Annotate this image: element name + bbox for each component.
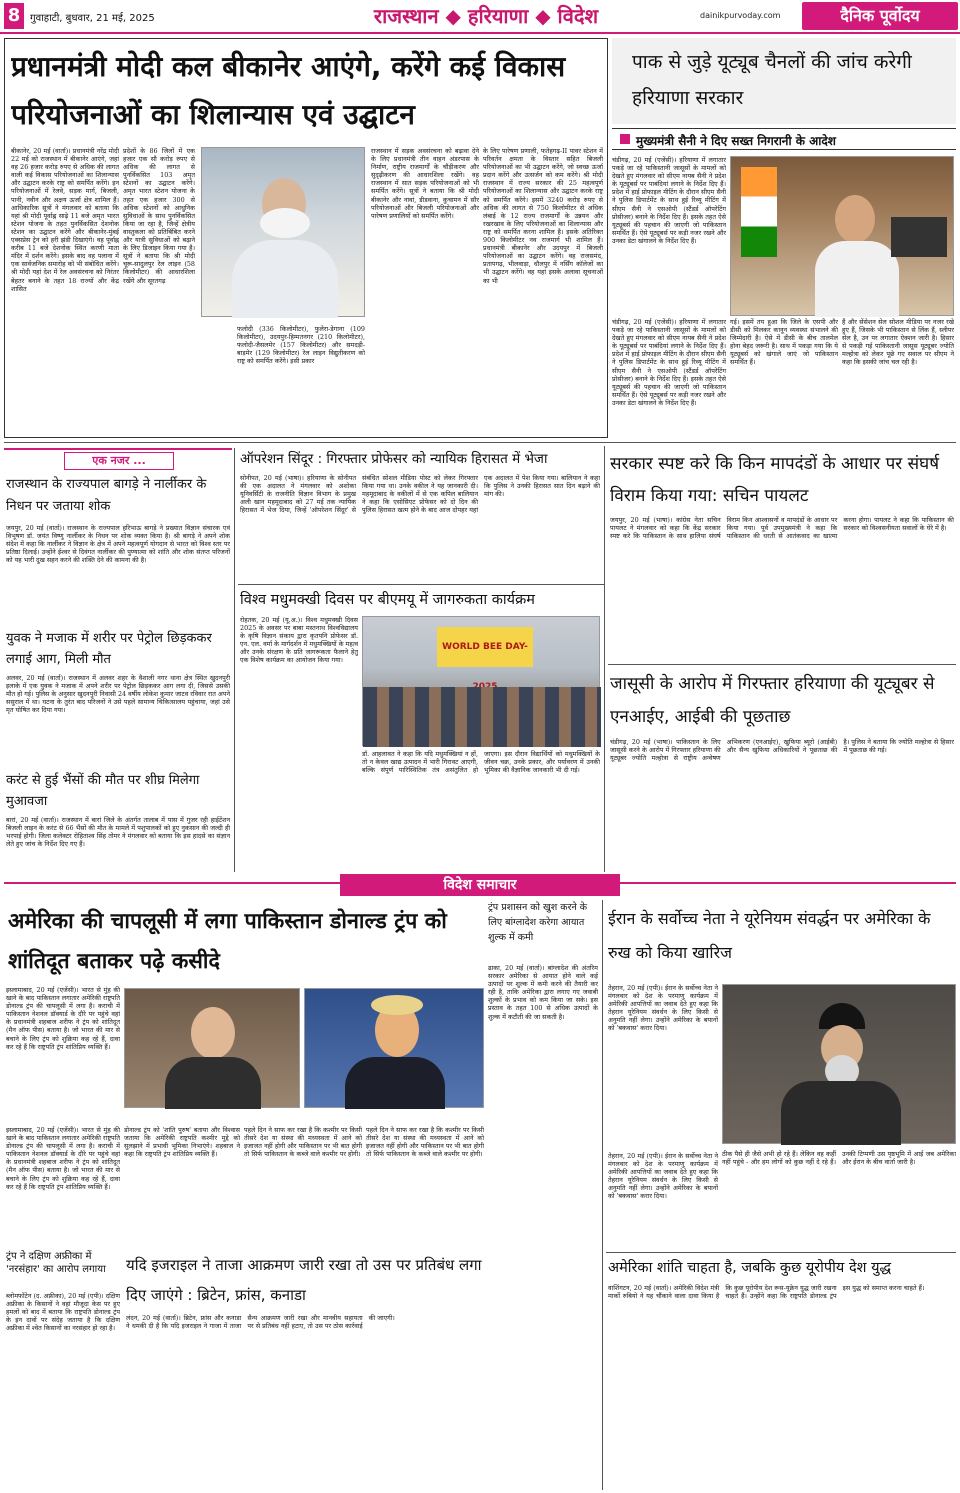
article-text: जयपुर, 20 मई (भाषा)। कांग्रेस नेता सचिन पायलट ने मंगलवार को कहा कि केंद्र सरकार स्पष्ट करे कि पाकिस्तान के साथ हालिया संघर्ष विराम किन आश्वासनों व मापदंडों के आधार पर किया गया। पूर्व उपमुख्यमंत्री ने कहा कि पाकिस्तान की धरती से आतंकवाद का खात्मा करना होगा। पायलट ने कहा कि पाकिस्तान की सरकार को विश्वसनीयता सवालों के घेरे में है। (610, 516, 954, 541)
article-column: बीकानेर, 20 मई (वार्ता)। प्रधानमंत्री नरेंद्र मोदी 22 मई को राजस्थान में बीकानेर आएंगे, जहां वह 26 हजार करोड़ रुपए से अधिक की लागत वाली कई विकास परियोजनाओं का शिलान्यास और उद्घाटन करके राष्ट्र को समर्पित करेंगे। इन परियोजनाओं में रेलवे, सड़क मार्ग, बिजली, पानी, नवीन और अक्षय ऊर्जा क्षेत्र शामिल हैं। आधिकारिक सूत्रों ने मंगलवार को बताया कि यहां श्री मोदी पूर्वाह्न साढ़े 11 बजे अमृत भारत स्टेशन योजना के तहत पुनर्विकसित देशनोक स्टेशन का उद्घाटन करेंगे और बीकानेर-मुंबई एक्सप्रेस ट्रेन को हरी झंडी दिखाएंगे। वह पूर्वाह्न करीब 11 बजे देशनोक स्थित करणी माता मंदिर में दर्शन करेंगे। इसके बाद वह पलाना में एक सार्वजनिक समारोह को भी संबोधित करेंगे। श्री मोदी यहां देश में रेल अवसंरचना को निरंतर बेहतर बनाने के तहत 18 राज्यों और केंद्र शासित (11, 147, 119, 293)
story-spy-youtuber (608, 666, 956, 872)
brief-text: बारां, 20 मई (वार्ता)। राजस्थान में बारां जिले के अंतर्गत तालाब में पास में गुजर रही हाईटेंशन बिजली लाइन के करंट से 66 भैंसों की मौत के मामले में पशुपालकों को हुए नुकसान की जल्दी ही भरपाई होगी। जिला कलेक्टर रोहिताश्व सिंह तोमर ने मंगलवार को बताया कि इस हादसे का संज्ञान लेते हुए जांच के निर्देश दिए गए हैं। (6, 816, 230, 849)
article-text: तेहरान, 20 मई (एपी)। ईरान के सर्वोच्च नेता ने मंगलवार को देश के परमाणु कार्यक्रम में अमेरिकी आपत्तियों का जवाब देते हुए कहा कि तेहरान यूरेनियम संवर्धन के लिए किसी से अनुमति नहीं लेगा। उन्होंने अमेरिका के बयानों को 'बकवास' करार दिया। (608, 1152, 718, 1201)
headline: युवक ने मजाक में शरीर पर पेट्रोल छिड़ककर लगाई आग, मिली मौत (6, 631, 212, 667)
headline: ट्रंप ने दक्षिण अफ्रीका में 'नरसंहार' का आरोप लगाया (6, 1251, 106, 1275)
article-column: के लिए पारेषण प्रणाली, फतेहगढ़-II पावर स्टेशन में परिवर्तन क्षमता के विस्तार सहित बिजली परियोजनाओं का भी उद्घाटन करेंगे, जो स्वच्छ ऊर्जा प्रदान करेंगे और उत्सर्जन को कम करेंगे। श्री मोदी राजस्थान में राज्य सरकार की 25 महत्वपूर्ण परियोजनाओं का शिलान्यास और उद्घाटन करके राष्ट्र को समर्पित करेंगे। इसमें 3240 करोड़ रुपए से अधिक की लागत से 750 किलोमीटर से अधिक लंबाई के 12 राज्य राजमार्गों के उन्नयन और रखरखाव के लिए परियोजनाओं का शिलान्यास और राष्ट्र को समर्पित करना शामिल है। इसके अतिरिक्त 900 किलोमीटर नव राजमार्ग भी शामिल हैं। प्रधानमंत्री बीकानेर और उदयपुर में बिजली परियोजनाओं का उद्घाटन करेंगे। वह राजसमंद, प्रतापगढ़, भीलवाड़ा, धौलपुर में नर्सिंग कॉलेजों का भी उद्घाटन करेंगे। वह यहां इसके अलावा सूचनाओं का भी (483, 147, 603, 285)
story-bee-day (238, 586, 602, 872)
story-israel-sanctions (122, 1250, 484, 1490)
ek-najar-column (4, 448, 232, 872)
article-text: ब्लोमफोंटेन (द. अफ्रीका), 20 मई (एपी)। दक्षिण अफ्रीका के किसानों ने वहां मौजूदा केस पर हुए हमलों को बाद में बताया कि राष्ट्रपति डोनाल्ड ट्रंप के इन दावों पर संदेह जताया है कि दक्षिण अफ्रीका में श्वेत किसानों का नरसंहार हो रहा है। (6, 1292, 120, 1333)
article-text: तेहरान, 20 मई (एपी)। ईरान के सर्वोच्च नेता ने मंगलवार को देश के परमाणु कार्यक्रम में अमेरिकी आपत्तियों का जवाब देते हुए कहा कि तेहरान यूरेनियम संवर्धन के लिए किसी से अनुमति नहीं लेगा। उन्होंने अमेरिका के बयानों को 'बकवास' करार दिया। (608, 984, 718, 1033)
story-modi (4, 38, 608, 438)
story-pak-trump (4, 900, 484, 1126)
story-south-africa (4, 1250, 120, 1490)
section-title: राजस्थान ◆ हरियाणा ◆ विदेश (373, 4, 599, 28)
headline: अमेरिका की चापलूसी में लगा पाकिस्तान डोनाल्ड ट्रंप को शांतिदूत बताकर पढ़े कसीदे (8, 909, 447, 974)
headline: राजस्थान के राज्यपाल बागड़े ने नार्लीकर के निधन पर जताया शोक (6, 477, 207, 514)
masthead-logo: दैनिक पूर्वोदय (802, 2, 958, 30)
article-column: प्रदेशों के 86 जिलों में एक हजार एक सौ करोड़ रुपए से अधिक की लागत से पुनर्विकसित 103 अमृत स्टेशनों का उद्घाटन करेंगे। अमृत भारत स्टेशन योजना के तहत एक हजार 300 से अधिक स्टेशनों को आधुनिक सुविधाओं के साथ पुनर्विकसित किया जा रहा है, जिन्हें क्षेत्रीय वास्तुकला को प्रतिबिंबित करने और यात्री सुविधाओं को बढ़ाने के लिए डिजाइन किया गया है। सूत्रों ने बताया कि श्री मोदी चूरू-सादुलपुर रेल लाइन (58 किलोमीटर) की आधारशिला रखेंगे और सूरतगढ़ (123, 147, 195, 285)
article-text: पहले दिन ने साफ कर रखा है कि कश्मीर पर किसी तीसरे देश या संस्था की मध्यस्थता में आने को इजाजत नहीं होगी और पाकिस्तान पर भी बात होगी तो सिर्फ पाकिस्तान के कब्जे वाले कश्मीर पर होगी। (244, 1126, 362, 1159)
headline: सरकार स्पष्ट करे कि किन मापदंडों के आधार पर संघर्ष विराम किया गया: सचिन पायलट (610, 454, 940, 506)
square-bullet-icon (620, 134, 630, 144)
subheadline: मुख्यमंत्री सैनी ने दिए सख्त निगरानी के आदेश (636, 134, 836, 148)
story-sindoor (238, 446, 602, 582)
headline: ट्रंप प्रशासन को खुश करने के लिए बांग्लादेश करेगा आयात शुल्क में कमी (488, 902, 588, 943)
page-number: 8 (4, 3, 24, 29)
article-column: चंडीगढ़, 20 मई (एजेंसी)। हरियाणा में लगातार पकड़े जा रहे पाकिस्तानी जासूसों के मामलों को देखते हुए मंगलवार को सीएम नायब सैनी ने प्रदेश के यूट्यूबर्स पर पाबंदियां लगाने के निर्देश दिए हैं। प्रदेश में हाई प्रोफाइल मीटिंग के दौरान सीएम सैनी ने पुलिस डिपार्टमेंट के साथ हुई रिव्यू मीटिंग में सीएम सैनी ने एसओपी (स्टैंडर्ड ऑपरेटिंग प्रोसीजर) बनाने के निर्देश दिए हैं। इसके तहत ऐसे यूट्यूबर्स की पहचान की जाएगी जो पाकिस्तान समर्थित हैं। ऐसे यूट्यूबर्स पर कड़ी नजर रखने और उनका डेटा खंगालने के निर्देश दिए हैं। (612, 156, 726, 245)
article-text: ढाका, 20 मई (वार्ता)। बांग्लादेश की अंतरिम सरकार अमेरिका से आयात होने वाले कई उत्पादों पर शुल्क में कमी करने की तैयारी कर रही है, ताकि अमेरिका द्वारा लगाए गए जवाबी शुल्कों के प्रभाव को कम किया जा सके। इस प्रस्ताव के तहत 100 से अधिक उत्पादों के शुल्क में कटौती की जा सकती है। (488, 964, 598, 1021)
article-text: इस्लामाबाद, 20 मई (एजेंसी)। भारत से मुंह की खाने के बाद पाकिस्तान लगातार अमेरिकी राष्ट्रपति डोनाल्ड ट्रंप की चापलूसी में लगा है। कराची में पाकिस्तान नेशनल डॉक्यार्ड के दौरे पर पहुंचे वहां के प्रधानमंत्री शहबाज शरीफ ने ट्रंप को शांतिदूत (मैन ऑफ पीस) बताया है। जो भारत की मार से बचाने के लिए ट्रंप को शुक्रिया कह रहे हैं, दावा कर रहे हैं कि राष्ट्रपति ट्रंप शांतिप्रिय व्यक्ति हैं। (6, 986, 120, 1051)
headline: प्रधानमंत्री मोदी कल बीकानेर आएंगे, करेंगे कई विकास परियोजनाओं का शिलान्यास एवं उद्घाटन (11, 50, 566, 131)
website-url[interactable]: dainikpurvoday.com (700, 11, 781, 20)
headline: पाक से जुड़े यूट्यूब चैनलों की जांच करेगी हरियाणा सरकार (632, 51, 912, 109)
article-text: ठीक पैसे ही जैसे अभी हो रहे हैं। लेकिन वह कहीं नहीं पहुंचे - और हम लोगों को कुछ नहीं दे रहे हैं। उनकी टिप्पणी उस पृष्ठभूमि में आई जब अमेरिका और ईरान के बीच वार्ता जारी है। (722, 1150, 956, 1167)
photo-donald-trump (304, 988, 484, 1108)
article-text: पहले दिन ने साफ कर रखा है कि कश्मीर पर किसी तीसरे देश या संस्था की मध्यस्थता में आने को इजाजत नहीं होगी और पाकिस्तान पर भी बात होगी तो सिर्फ पाकिस्तान के कब्जे वाले कश्मीर पर होगी। (366, 1126, 484, 1159)
story-youtube-probe (612, 38, 956, 438)
article-column: फलोदी (336 किलोमीटर), फुलेरा-डेगाना (109 किलोमीटर), उदयपुर-हिम्मतनगर (210 किलोमीटर), फलोदी-जैसलमेर (157 किलोमीटर) और समदड़ी-बाड़मेर (129 किलोमीटर) रेल लाइन विद्युतीकरण को राष्ट्र को समर्पित करेंगे। इसी प्रकार (237, 325, 365, 366)
article-column: चंडीगढ़, 20 मई (एजेंसी)। हरियाणा में लगातार पकड़े जा रहे पाकिस्तानी जासूसों के मामलों को देखते हुए मंगलवार को सीएम नायब सैनी ने प्रदेश के यूट्यूबर्स पर पाबंदियां लगाने के निर्देश दिए हैं। प्रदेश में हाई प्रोफाइल मीटिंग के दौरान सीएम सैनी ने पुलिस डिपार्टमेंट के साथ हुई रिव्यू मीटिंग में सीएम सैनी ने एसओपी (स्टैंडर्ड ऑपरेटिंग प्रोसीजर) बनाने के निर्देश दिए हैं। इसके तहत ऐसे यूट्यूबर्स की पहचान की जाएगी जो पाकिस्तान समर्थित हैं। ऐसे यूट्यूबर्स पर कड़ी नजर रखने और उनका डेटा खंगालने के निर्देश दिए हैं। (612, 318, 726, 407)
headline: ईरान के सर्वोच्च नेता ने यूरेनियम संवर्द्धन पर अमेरिका के रुख को किया खारिज (608, 909, 931, 962)
article-text: रोहतक, 20 मई (यू.अ.)। विश्व मधुमक्खी दिवस 2025 के अवसर पर बाबा मस्तनाथ विश्वविद्यालय के कृषि विज्ञान संकाय द्वारा कृतपनि प्रोफेसर डॉ. एन. एल. वर्मा के मार्गदर्शन में मधुमक्खियों के महत्व और उनके संरक्षण के प्रति जागरूकता फैलाने हेतु एक विशेष कार्यक्रम का आयोजन किया गया। (240, 616, 358, 665)
headline: यदि इजराइल ने ताजा आक्रमण जारी रखा तो उस पर प्रतिबंध लगा दिए जाएंगे : ब्रिटेन, फ्रांस, कनाडा (126, 1256, 482, 1304)
story-bangladesh-tariff (488, 900, 598, 1490)
dateline: गुवाहाटी, बुधवार, 21 मई, 2025 (30, 13, 155, 24)
section-label: एक नजर ... (64, 452, 174, 470)
headline: अमेरिका शांति चाहता है, जबकि कुछ यूरोपीय देश युद्ध (608, 1260, 892, 1276)
article-column: हैं और सेंसेशन सेल सोशल मीडिया पर नजर रखे हुए हैं, जिसके भी पाकिस्तान से लिंक हैं, स्लीपर सेल है, उन पर लगातार ऐक्शन जारी है। हिसार से पकड़ी गई पाकिस्तानी जासूस यूट्यूबर ज्योति मल्होत्रा को लेकर पूछे गए सवाल पर सीएम ने कहा कि इसकी जांच चल रही है। (842, 318, 954, 367)
brief-text: अलवर, 20 मई (वार्ता)। राजस्थान में अलवर शहर के वैशाली नगर थाना क्षेत्र स्थित खुदनपुरी इलाके में एक युवक ने मजाक में अपने शरीर पर पेट्रोल छिड़ककर आग लगा दी, जिससे उसकी मौत हो गई। पुलिस के अनुसार खुदनपुरी निवासी 24 वर्षीय लोकेश कुमार जाटव रविवार रात अपने ससुराल में था। घटना के तुरंत बाद परिजनों ने उसे पहले सामान्य चिकित्सालय पहुंचाया, जहां उसे मृत घोषित कर दिया गया। (6, 674, 230, 715)
story-europe-war (606, 1254, 956, 1490)
article-text: सोनीपत, 20 मई (भाषा)। हरियाणा के सोनीपत की एक अदालत ने मंगलवार को अशोका यूनिवर्सिटी के राजनीति विज्ञान विभाग के प्रमुख अली खान महमूदाबाद को 27 मई तक न्यायिक हिरासत में भेज दिया, जिन्हें 'ऑपरेशन सिंदूर' से संबंधित सोशल मीडिया पोस्ट को लेकर गिरफ्तार किया गया था। उनके वकील ने यह जानकारी दी। महमूदाबाद के वकीलों में से एक कपिल बालियान ने कहा कि एसोसिएट प्रोफेसर को दो दिन की पुलिस हिरासत खत्म होने के बाद आज दोपहर यहां एक अदालत में पेश किया गया। बालियान ने कहा कि पुलिस ने उनकी हिरासत सात दिन बढ़ाने की मांग की। (240, 474, 600, 515)
article-text: डोनाल्ड ट्रंप को 'शांति पुरुष' बताया और विश्वास जताया कि अमेरिकी राष्ट्रपति कश्मीर मुद्दे को सुलझाने में प्रभावी भूमिका निभाएंगे। शहबाज ने कहा कि राष्ट्रपति ट्रंप शांतिप्रिय व्यक्ति हैं। (124, 1126, 240, 1159)
photo-cm-saini (730, 156, 954, 316)
brief-text: जयपुर, 20 मई (वार्ता)। राजस्थान के राज्यपाल हरिभाऊ बागड़े ने प्रख्यात विज्ञान संचारक एवं विभूषण डॉ. जयंत विष्णु नार्लीकर के निधन पर शोक व्यक्त किया है। श्री बागड़े ने अपने शोक संदेश में कहा कि नार्लीकर ने विज्ञान के क्षेत्र में अपने महत्वपूर्ण योगदान से भारत को विश्व स्तर पर प्रतिष्ठा दिलाई। उन्होंने ईश्वर से दिवंगत नार्लीकर की पुण्यात्मा को शांति और शोक संतप्त परिजनों को यह भारी दुख सहन करने की शक्ति देने की कामना की है। (6, 524, 230, 565)
article-text: इस्लामाबाद, 20 मई (एजेंसी)। भारत से मुंह की खाने के बाद पाकिस्तान लगातार अमेरिकी राष्ट्रपति डोनाल्ड ट्रंप की चापलूसी में लगा है। कराची में पाकिस्तान नेशनल डॉक्यार्ड के दौरे पर पहुंचे वहां के प्रधानमंत्री शहबाज शरीफ ने ट्रंप को शांतिदूत (मैन ऑफ पीस) बताया है। जो भारत की मार से बचाने के लिए ट्रंप को शुक्रिया कह रहे हैं, दावा कर रहे हैं कि राष्ट्रपति ट्रंप शांतिप्रिय व्यक्ति हैं। (6, 1126, 120, 1191)
event-banner: WORLD BEE DAY- (437, 627, 533, 667)
article-column: गई। इसमें तय हुआ कि जिले के एसपी और डीसी को मिलकर कानून व्यवस्था संभालने की जिम्मेदारी है। ऐसे में डीसी के बीच तालमेल होना बेहद जरूरी है। साथ में पकड़ा गया कि ये यूट्यूबर्स को खंगाले जाएं जो पाकिस्तान समर्थित हैं। (730, 318, 838, 367)
photo-shehbaz-sharif (124, 988, 300, 1108)
story-sachin-pilot (608, 446, 956, 662)
story-iran-uranium (606, 900, 956, 1250)
article-text: डॉ. आहलावत ने कहा कि यदि मधुमक्खियां न हों, तो न केवल खाद्य उत्पादन में भारी गिरावट आएगी, बल्कि संपूर्ण पारिस्थितिक तंत्र असंतुलित हो जाएगा। इस दौरान विद्यार्थियों को मधुमक्खियों के जीवन चक्र, उनके प्रकार, और पर्यावरण में उनकी भूमिका की वैज्ञानिक जानकारी भी दी गई। (362, 750, 600, 775)
photo-bee-day-group (362, 616, 600, 746)
photo-pm-modi (201, 147, 365, 317)
article-text: चंडीगढ़, 20 मई (भाषा)। पाकिस्तान के लिए जासूसी करने के आरोप में गिरफ्तार हरियाणा की यूट्यूबर ज्योति मल्होत्रा से राष्ट्रीय अन्वेषण अभिकरण (एनआईए), खुफिया ब्यूरो (आईबी) और सैन्य खुफिया अधिकारियों ने पूछताछ की है। पुलिस ने बताया कि ज्योति मल्होत्रा से हिसार में पूछताछ की गई। (610, 738, 954, 763)
article-text: लंदन, 20 मई (वार्ता)। ब्रिटेन, फ्रांस और कनाडा ने धमकी दी है कि यदि इजराइल ने गाजा में ताजा सैन्य आक्रमण जारी रखा और मानवीय सहायता पर से प्रतिबंध नहीं हटाए, तो उस पर ठोस कार्रवाई की जाएगी। (126, 1314, 395, 1331)
article-text: वाशिंगटन, 20 मई (वार्ता)। अमेरिकी विदेश मंत्री मार्को रुबियो ने यह चौंकाने वाला दावा किया है कि कुछ यूरोपीय देश रूस-यूक्रेन युद्ध जारी रखना चाहते हैं। उन्होंने कहा कि राष्ट्रपति डोनाल्ड ट्रंप इस युद्ध को समाप्त करना चाहते हैं। (608, 1284, 925, 1301)
photo-khamenei (722, 984, 956, 1144)
headline: करंट से हुई भैंसों की मौत पर शीघ्र मिलेगा मुआवजा (6, 773, 200, 809)
section-banner-videsh: विदेश समाचार (340, 874, 620, 896)
headline: विश्व मधुमक्खी दिवस पर बीएमयू में जागरुकता कार्यक्रम (240, 592, 535, 608)
story-pak-trump-cont (4, 1126, 484, 1250)
headline: जासूसी के आरोप में गिरफ्तार हरियाणा की यूट्यूबर से एनआईए, आईबी की पूछताछ (610, 674, 935, 727)
headline: ऑपरेशन सिंदूर : गिरफ्तार प्रोफेसर को न्यायिक हिरासत में भेजा (240, 451, 548, 467)
article-column: राजस्थान में सड़क अवसंरचना को बढ़ावा देने के लिए प्रधानमंत्री तीन वाहन अंडरपास के निर्माण, राष्ट्रीय राजमार्गों के चौड़ीकरण और सुदृढ़ीकरण की आधारशिला रखेंगे। वह राजस्थान में सात सड़क परियोजनाओं को भी समर्पित करेंगे। सूत्रों ने बताया कि श्री मोदी बीकानेर और नावां, डीडवाना, कुचामन में सौर परियोजनाओं और बिजली परियोजनाओं और पारेषण प्रणालियों को समर्पित करेंगे। (371, 147, 479, 220)
page-header (0, 0, 960, 34)
